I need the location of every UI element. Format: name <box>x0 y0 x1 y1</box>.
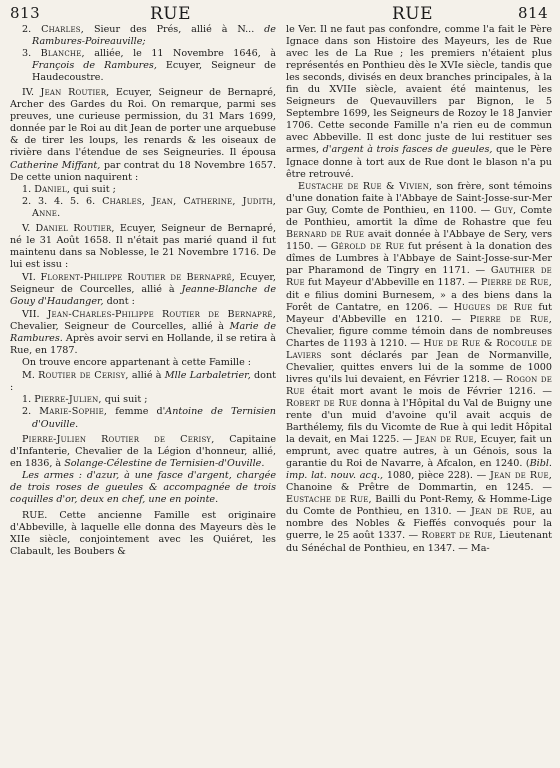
paragraph-coat-of-arms: Les armes : d'azur, à une fasce d'argent, chargée de trois roses de gueules & accompagnée de trois coquilles d'or, deux en chef, une en pointe. <box>10 470 276 506</box>
children-list-3 <box>22 394 276 430</box>
paragraph-routier-de-cerisy: M. Routier de Cerisy, allié à Mlle Larbaletrier, dont : <box>10 369 276 393</box>
paragraph-rue-family: RUE. Cette ancienne Famille est originaire d'Abbeville, à laquelle elle donna des Mayeurs dès le XIIe siècle, conjointement avec les Quiéret, les Clabault, les Boubers & <box>10 509 276 557</box>
list-item: 1. Daniel, qui suit ; <box>22 184 116 196</box>
paragraph-pierre-julien: Pierre-Julien Routier de Cerisy, Capitaine d'Infanterie, Chevalier de la Légion d'honneur, allié, en 1836, à Solange-Célestine de Ternisien-d'Ouville. <box>10 433 276 469</box>
paragraph-rue-chronicle: Eustache de Rue & Vivien, son frère, sont témoins d'une donation faite à l'Abbaye de Saint-Josse-sur-Mer par Guy, Comte de Ponthieu, en 1100. — Guy, Comte de Ponthieu, amortit la dîme de Rohastre que feu Bernard de Rue avait donnée à l'Abbaye de Sery, vers 1150. — Gérold de Rue fut présent à la donation des dîmes de Lumbres à l'Abbaye de Saint-Josse-sur-Mer par Pharamond de Tingry en 1171. — Gauthier de Rue fut Mayeur d'Abbeville en 1187. — Pierre de Rue, dit e filius domini Burnesem, » a des biens dans la Forêt de Cantatre, en 1206. — Hugues de Rue fut Mayeur d'Abbeville en 1210. — Pierre de Rue, Chevalier, figure comme témoin dans de nombreuses Chartes de 1193 à 1210. — Hue de Rue & Rocoule de Laviers sont déclarés par Jean de Normanville, Chevalier, quittes envers lui de la somme de 1000 livres qu'ils lui devaient, en Février 1218. — Rogon de Rue était mort avant le mois de Février 1216. — Robert de Rue donna à l'Hôpital du Val de Buigny une rente d'un muid d'avoine qu'il avait acquis de Barthélemy, fils du Vicomte de Rue à qui ledit Hôpital la devait, en Mai 1225. — Jean de Rue, Ecuyer, fait un emprunt, avec quatre autres, à un Génois, sous la garantie du Roi de Navarre, à Afcalon, en 1240. (Bibl. imp. lat. nouv. acq., 1080, pièce 228). — Jean de Rue, Chanoine & Prêtre de Dommartin, en 1245. — Eustache de Rue, Bailli du Pont-Remy, & Homme-Lige du Comte de Ponthieu, en 1310. — Jean de Rue, au nombre des Nobles & Fieffés convoqués pour la guerre, le 25 août 1337. — Robert de Rue, Lieutenant du Sénéchal de Ponthieu, en 1347. — Ma- <box>286 181 552 554</box>
right-page-number: 814 <box>518 4 549 22</box>
paragraph-also-found: On trouve encore appartenant à cette Famille : <box>22 357 252 369</box>
left-running-title: RUE <box>150 4 192 24</box>
children-list-1 <box>22 24 276 84</box>
left-page-number: 813 <box>10 4 41 22</box>
paragraph-generation-vii: VII. Jean-Charles-Philippe Routier de Bernapré, Chevalier, Seigneur de Courcelles, allié à Marie de Rambures. Après avoir servi en Hollande, il se retira à Rue, en 1787. <box>10 308 276 356</box>
list-item: 3. Blanche, alliée, le 11 Novembre 1646, à François de Rambures, Ecuyer, Seigneur de Haudecoustre. <box>22 48 276 84</box>
right-running-title: RUE <box>392 4 434 24</box>
list-item: 1. Pierre-Julien, qui suit ; <box>22 394 148 406</box>
list-item: 2. Charles, Sieur des Prés, allié à N... de Rambures-Poireauville; <box>22 24 276 48</box>
children-list-2 <box>22 184 276 220</box>
paragraph-generation-iv: IV. Jean Routier, Ecuyer, Seigneur de Bernapré, Archer des Gardes du Roi. On remarque, parmi ses preuves, une curieuse permission, du 31 Mars 1699, donnée par le Roi au dit Jean de porter une arquebuse & de tirer les loups, les renards & les oiseaux de rivière dans l'étendue de ses Seigneuries. Il épousa Catherine Miffant, par contrat du 18 Novembre 1657. De cette union naquirent : <box>10 87 276 183</box>
paragraph-generation-vi: VI. Florent-Philippe Routier de Bernapré, Ecuyer, Seigneur de Courcelles, allié à Jeanne-Blanche de Gouy d'Haudanger, dont : <box>10 271 276 308</box>
paragraph-continuation: le Ver. Il ne faut pas confondre, comme l'a fait le Père Ignace dans son Histoire des Mayeurs, les de Rue avec les de La Rue ; les premiers n'étaient plus représentés en Ponthieu dès le XVIe siècle, tandis que les seconds, divisés en deux branches principales, à la fin du XVIIe siècle, avaient été maintenus, les Seigneurs de Quevauvillers par Bignon, le 5 Septembre 1699, les Seigneurs de Rozoy le 18 Janvier 1706. Cette seconde Famille n'a rien eu de commun avec Abbeville. Il est donc juste de lui restituer ses armes, d'argent à trois fasces de gueules, que le Père Ignace donne à tort aux de Rue dont le blason n'a pu être retrouvé. <box>286 24 552 180</box>
left-column <box>10 24 276 764</box>
list-item: 2. 3. 4. 5. 6. Charles, Jean, Catherine, Judith, Anne. <box>22 196 276 220</box>
right-column <box>286 24 552 764</box>
list-item: 2. Marie-Sophie, femme d'Antoine de Ternisien d'Ouville. <box>22 406 276 430</box>
paragraph-generation-v: V. Daniel Routier, Ecuyer, Seigneur de Bernapré, né le 31 Août 1658. Il n'était pas marié quand il fut maintenu dans sa Noblesse, le 21 Novembre 1716. De lui est issu : <box>10 223 276 271</box>
text-columns <box>10 24 552 764</box>
